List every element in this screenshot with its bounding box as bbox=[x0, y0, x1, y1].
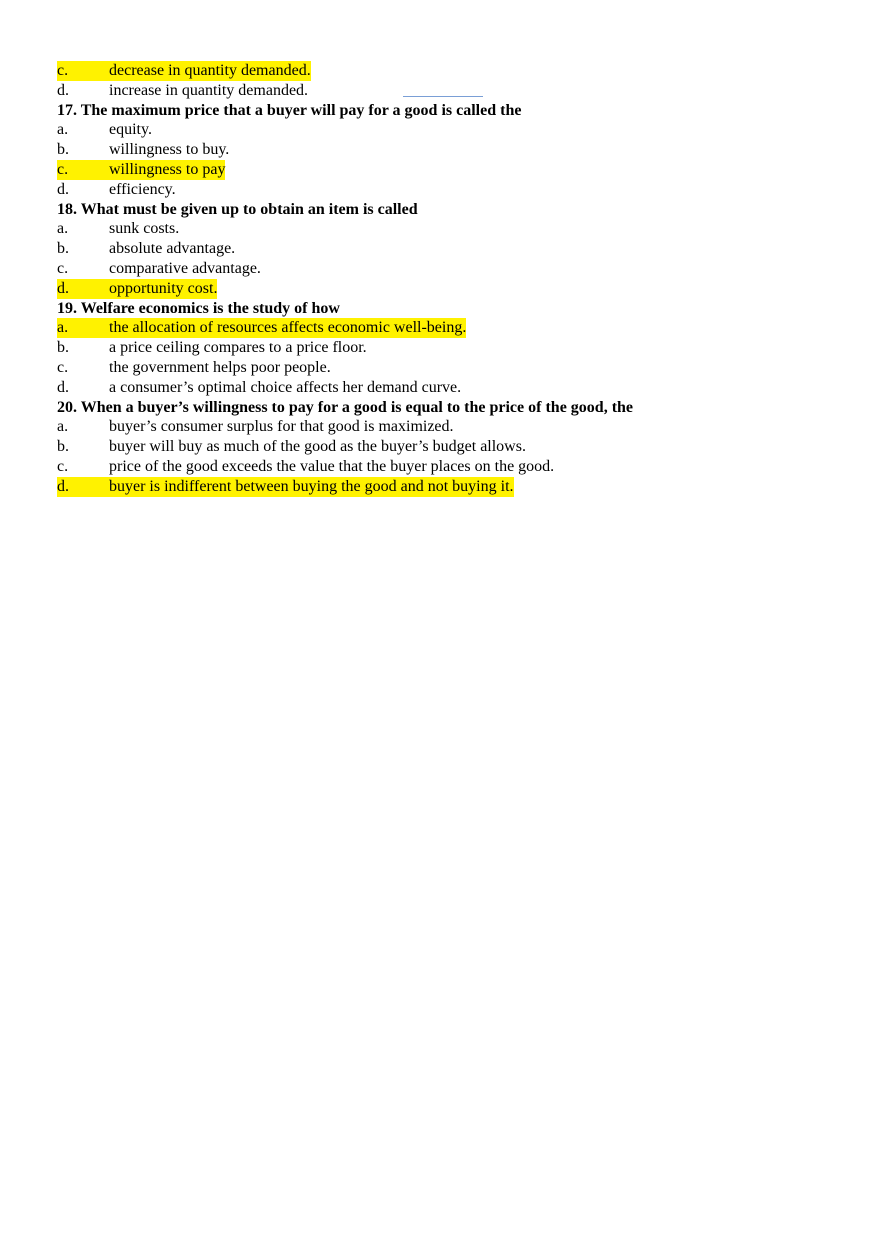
answer-option-highlighted bbox=[57, 61, 837, 81]
answer-option bbox=[57, 259, 837, 279]
option-text: willingness to buy. bbox=[109, 141, 230, 159]
answer-option bbox=[57, 120, 837, 140]
option-content bbox=[57, 260, 261, 277]
option-text: efficiency. bbox=[109, 180, 176, 198]
question-heading: 17. The maximum price that a buyer will pay for a good is called the bbox=[57, 101, 522, 119]
option-text: sunk costs. bbox=[109, 220, 180, 238]
answer-option bbox=[57, 239, 837, 259]
option-text: buyer is indifferent between buying the good and not buying it. bbox=[109, 477, 514, 495]
document-page bbox=[57, 61, 837, 497]
option-letter: b. bbox=[57, 141, 69, 159]
option-text: opportunity cost. bbox=[109, 279, 218, 297]
option-content bbox=[57, 82, 308, 99]
option-content bbox=[57, 318, 466, 338]
option-letter: d. bbox=[57, 81, 69, 99]
option-content bbox=[57, 359, 331, 376]
option-text: price of the good exceeds the value that the buyer places on the good. bbox=[109, 457, 555, 475]
option-letter: a. bbox=[57, 319, 69, 337]
answer-option bbox=[57, 378, 837, 398]
option-content bbox=[57, 181, 176, 198]
option-content bbox=[57, 379, 461, 396]
option-letter: d. bbox=[57, 378, 69, 396]
option-letter: a. bbox=[57, 418, 69, 436]
option-content bbox=[57, 458, 554, 475]
option-text: willingness to pay bbox=[109, 160, 226, 178]
option-text: a consumer’s optimal choice affects her demand curve. bbox=[109, 378, 462, 396]
option-content bbox=[57, 279, 217, 299]
option-letter: d. bbox=[57, 279, 69, 297]
option-text: absolute advantage. bbox=[109, 240, 236, 258]
option-letter: d. bbox=[57, 180, 69, 198]
option-text: the allocation of resources affects economic well-being. bbox=[109, 319, 467, 337]
option-content bbox=[57, 339, 367, 356]
option-letter: b. bbox=[57, 438, 69, 456]
option-content bbox=[57, 141, 229, 158]
option-content bbox=[57, 477, 514, 497]
answer-option bbox=[57, 457, 837, 477]
answer-option bbox=[57, 81, 837, 101]
answer-option bbox=[57, 219, 837, 239]
option-content bbox=[57, 220, 179, 237]
option-letter: c. bbox=[57, 457, 69, 475]
option-text: decrease in quantity demanded. bbox=[109, 62, 311, 79]
answer-option bbox=[57, 358, 837, 378]
option-content bbox=[57, 240, 235, 257]
answer-option bbox=[57, 180, 837, 200]
answer-option-highlighted bbox=[57, 477, 837, 497]
option-text: equity. bbox=[109, 121, 152, 139]
option-text: buyer’s consumer surplus for that good is maximized. bbox=[109, 418, 454, 436]
option-content bbox=[57, 418, 454, 435]
option-content bbox=[57, 121, 152, 138]
option-content bbox=[57, 61, 311, 81]
option-text: comparative advantage. bbox=[109, 259, 261, 277]
answer-option-highlighted bbox=[57, 279, 837, 299]
option-letter: c. bbox=[57, 358, 69, 376]
answer-option-highlighted bbox=[57, 318, 837, 338]
option-text: a price ceiling compares to a price floor. bbox=[109, 339, 367, 357]
option-letter: b. bbox=[57, 240, 69, 258]
option-content bbox=[57, 438, 526, 455]
option-text: buyer will buy as much of the good as the buyer’s budget allows. bbox=[109, 438, 526, 456]
answer-option bbox=[57, 437, 837, 457]
option-letter: c. bbox=[57, 62, 69, 79]
option-text: the government helps poor people. bbox=[109, 358, 331, 376]
option-content bbox=[57, 160, 225, 180]
question-heading: 18. What must be given up to obtain an item is called bbox=[57, 200, 418, 218]
option-letter: a. bbox=[57, 220, 69, 238]
answer-option bbox=[57, 140, 837, 160]
option-letter: c. bbox=[57, 160, 69, 178]
option-letter: b. bbox=[57, 339, 69, 357]
option-text: increase in quantity demanded. bbox=[109, 81, 309, 99]
answer-option-highlighted bbox=[57, 160, 837, 180]
option-letter: d. bbox=[57, 477, 69, 495]
question-heading: 19. Welfare economics is the study of how bbox=[57, 299, 340, 317]
option-letter: a. bbox=[57, 121, 69, 139]
answer-option bbox=[57, 417, 837, 437]
question-heading: 20. When a buyer’s willingness to pay for a good is equal to the price of the good, the bbox=[57, 398, 634, 416]
answer-option bbox=[57, 338, 837, 358]
option-letter: c. bbox=[57, 259, 69, 277]
